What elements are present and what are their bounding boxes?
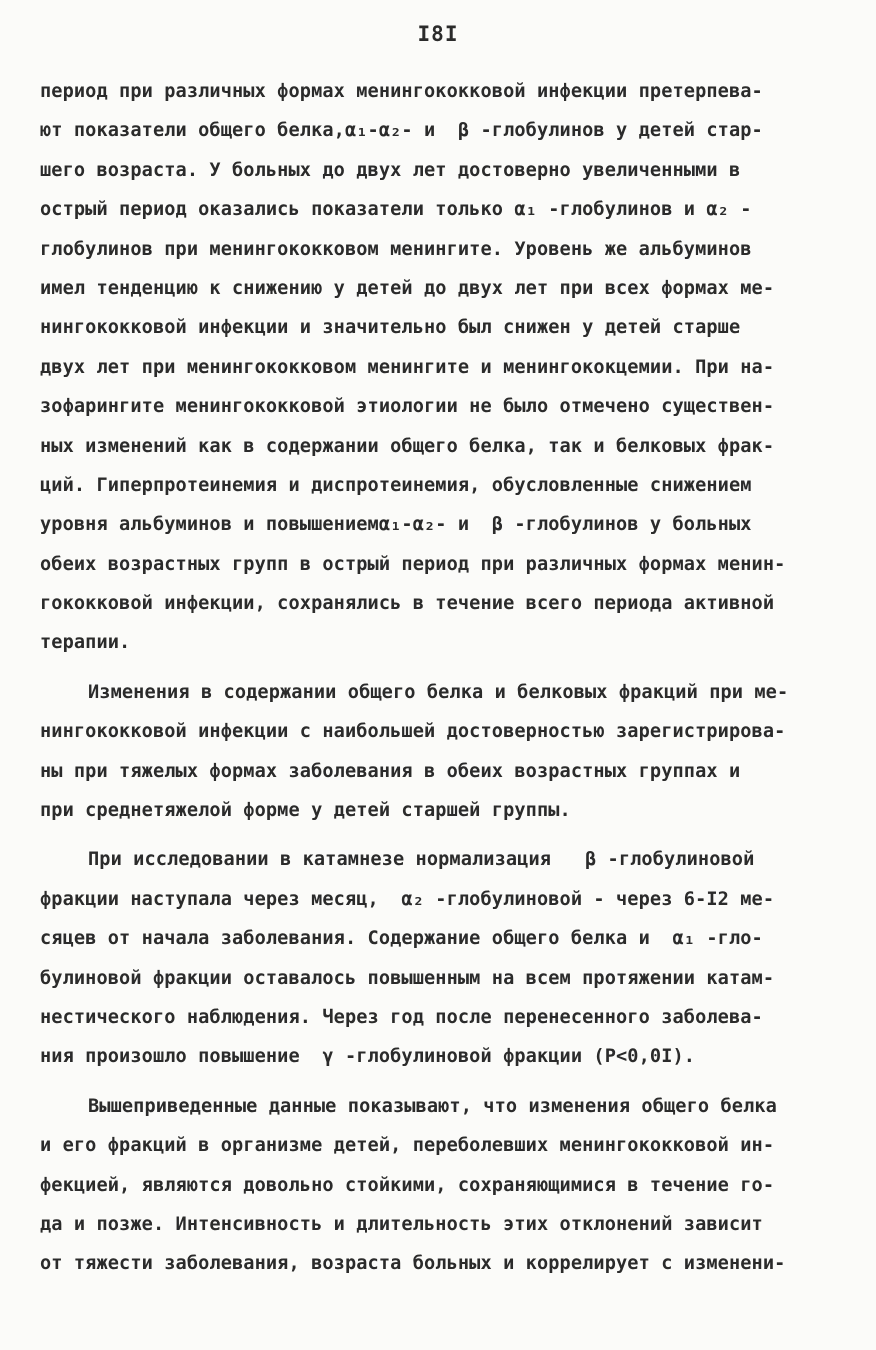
text-line: период при различных формах менингококковой инфекции претерпева- xyxy=(40,81,763,102)
text-line: сяцев от начала заболевания. Содержание общего белка и α₁ -гло- xyxy=(40,928,763,950)
text-line: шего возраста. У больных до двух лет достоверно увеличенными в xyxy=(40,159,741,181)
text-line: ния произошло повышение γ -глобулиновой фракции (P<0,0I). xyxy=(40,1046,696,1068)
paragraph-gap xyxy=(40,830,840,840)
paragraph-gap xyxy=(40,663,840,673)
text-line: нестического наблюдения. Через год после перенесенного заболева- xyxy=(40,1006,763,1028)
text-line: нингококковой инфекции с наибольшей достоверностью зарегистрирова- xyxy=(40,721,786,743)
text-line: булиновой фракции оставалось повышенным на всем протяжении катам- xyxy=(40,967,775,989)
page-number: I8I xyxy=(417,22,459,46)
text-line: двух лет при менингококковом менингите и менингококцемии. При на- xyxy=(40,356,775,378)
text-line: Вышеприведенные данные показывают, что изменения общего белка xyxy=(88,1095,777,1117)
text-line: зофарингите менингококковой этиологии не было отмечено существен- xyxy=(40,396,775,418)
paragraph-2 xyxy=(40,673,840,831)
text-line: глобулинов при менингококковом менингите. Уровень же альбуминов xyxy=(40,238,752,260)
paragraph-3 xyxy=(40,840,840,1076)
text-line: гококковой инфекции, сохранялись в течение всего периода активной xyxy=(40,593,775,615)
text-line: при среднетяжелой форме у детей старшей группы. xyxy=(40,800,571,822)
paragraph-4 xyxy=(40,1087,840,1284)
text-line: фракции наступала через месяц, α₂ -глобулиновой - через 6-I2 ме- xyxy=(40,888,775,910)
text-line: терапии. xyxy=(40,632,131,654)
text-line: ны при тяжелых формах заболевания в обеих возрастных группах и xyxy=(40,760,741,782)
text-line: ций. Гиперпротеинемия и диспротеинемия, обусловленные снижением xyxy=(40,474,752,496)
text-line: да и позже. Интенсивность и длительность этих отклонений зависит xyxy=(40,1213,763,1235)
text-line: острый период оказались показатели только α₁ -глобулинов и α₂ - xyxy=(40,199,752,221)
text-line: от тяжести заболевания, возраста больных и коррелирует с изменени- xyxy=(40,1253,786,1275)
text-line: обеих возрастных групп в острый период при различных формах менин- xyxy=(40,553,786,575)
text-line: При исследовании в катамнезе нормализация β -глобулиновой xyxy=(88,849,755,871)
text-line: ют показатели общего белка,α₁-α₂- и β -глобулинов у детей стар- xyxy=(40,120,763,142)
text-line: нингококковой инфекции и значительно был снижен у детей старше xyxy=(40,317,741,339)
body-text xyxy=(40,72,840,1284)
text-line: ных изменений как в содержании общего белка, так и белковых фрак- xyxy=(40,435,775,457)
paragraph-1 xyxy=(40,72,840,663)
text-line: имел тенденцию к снижению у детей до двух лет при всех формах ме- xyxy=(40,277,775,299)
text-line: фекцией, являются довольно стойкими, сохраняющимися в течение го- xyxy=(40,1174,775,1196)
text-line: и его фракций в организме детей, переболевших менингококковой ин- xyxy=(40,1135,775,1157)
text-line: Изменения в содержании общего белка и белковых фракций при ме- xyxy=(88,681,789,703)
text-line: уровня альбуминов и повышениемα₁-α₂- и β -глобулинов у больных xyxy=(40,514,752,536)
paragraph-gap xyxy=(40,1077,840,1087)
